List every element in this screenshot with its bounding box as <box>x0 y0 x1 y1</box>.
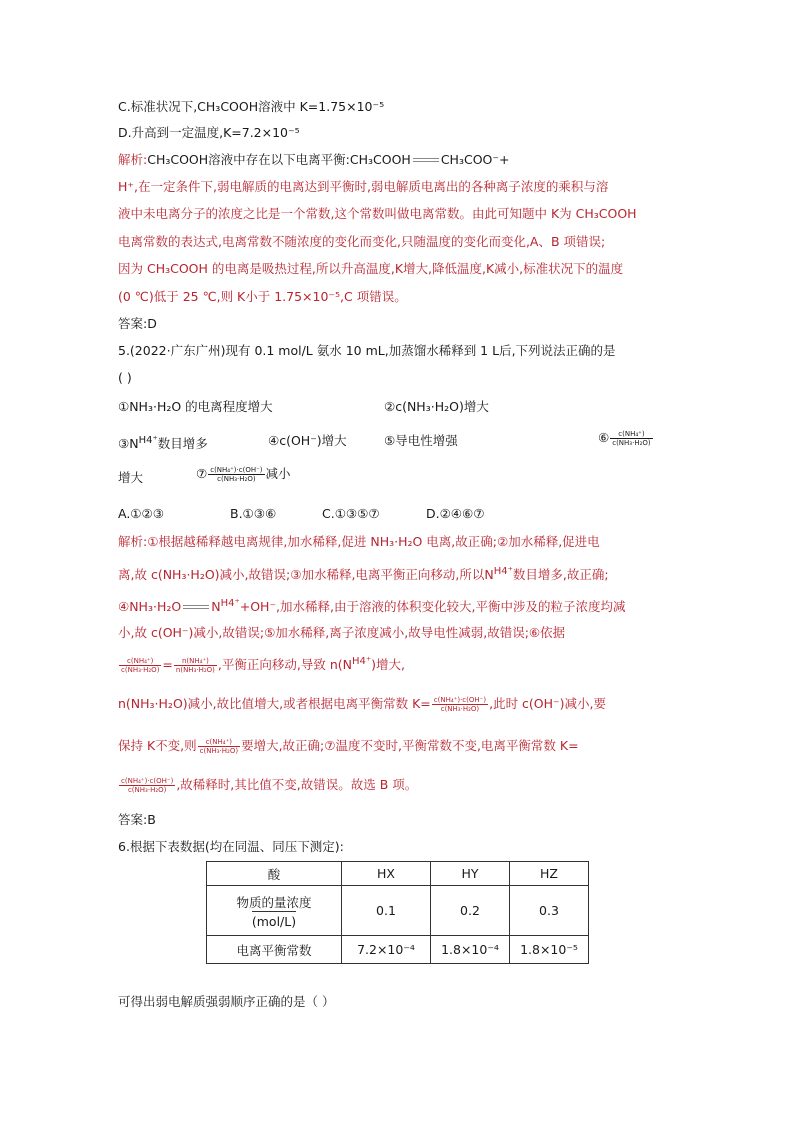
question-6-stem: 6.根据下表数据(均在同温、同压下测定): <box>118 839 344 854</box>
analysis-1-line-3: 液中未电离分子的浓度之比是一个常数,这个常数叫做电离常数。由此可知题中 K为 CH₃COOH <box>118 206 637 221</box>
analysis-2-text-3c: +OH⁻,加水稀释,由于溶液的体积变化较大,平衡中涉及的粒子浓度均减 <box>239 599 626 614</box>
statement-2: ②c(NH₃·H₂O)增大 <box>384 399 489 414</box>
fraction-numerator: c(NH₄⁺)·c(OH⁻) <box>121 777 174 785</box>
fraction-k-expression <box>432 696 488 713</box>
analysis-2-text-5b: )增大, <box>371 657 406 672</box>
fraction-c-ratio <box>119 657 161 674</box>
analysis-2-line-5 <box>118 653 405 674</box>
table-header-acid: 酸 <box>207 862 342 886</box>
analysis-2-text-6a: n(NH₃·H₂O)减小,故比值增大,或者根据电离平衡常数 K= <box>118 696 431 711</box>
answer-4: 答案:D <box>118 316 157 331</box>
analysis-2-text-7b: 要增大,故正确;⑦温度不变时,平衡常数不变,电离平衡常数 K= <box>241 738 579 753</box>
table-cell: 0.2 <box>431 886 510 936</box>
statement-3-text: 数目增多 <box>157 436 208 451</box>
fraction-numerator: c(NH₄⁺) <box>119 657 161 666</box>
choice-b: B.①③⑥ <box>230 506 277 521</box>
analysis-1-line-2: H⁺,在一定条件下,弱电解质的电离达到平衡时,弱电解质电离出的各种离子浓度的乘积与溶 <box>118 179 609 194</box>
nh4-superscript: H4⁺ <box>352 656 372 667</box>
equals-sign: = <box>162 657 173 672</box>
statement-3-prefix: ③N <box>118 436 139 451</box>
statement-1: ①NH₃·H₂O 的电离程度增大 <box>118 399 273 414</box>
fraction-denominator: c(NH₃·H₂O) <box>217 475 256 483</box>
statement-6-num: ⑥ <box>598 430 610 445</box>
analysis-2-line-6 <box>118 695 606 713</box>
nh4-superscript: H4⁺ <box>138 435 158 446</box>
fraction-denominator: c(NH₃·H₂O) <box>121 666 160 674</box>
statement-6 <box>598 429 654 447</box>
fraction-numerator: n(NH₄⁺) <box>174 657 217 666</box>
statement-7-tail: 减小 <box>265 466 291 481</box>
analysis-1-line-1 <box>118 151 509 169</box>
analysis-2-text-5a: ,平衡正向移动,导致 n(N <box>217 657 352 672</box>
analysis-label: 解析: <box>118 534 148 549</box>
analysis-2-text-3a: ④NH₃·H₂O <box>118 599 182 614</box>
statement-6-tail: 增大 <box>118 470 144 485</box>
table-header-hx: HX <box>342 862 431 886</box>
fraction-denominator: c(NH₃·H₂O) <box>199 747 239 755</box>
statement-3 <box>118 432 208 453</box>
statement-7-num: ⑦ <box>196 466 208 481</box>
nh4-superscript: H4⁺ <box>493 566 513 577</box>
table-row-label-constant: 电离平衡常数 <box>207 936 342 964</box>
statement-7 <box>196 465 291 483</box>
fraction-numerator: c(NH₄⁺)·c(OH⁻) <box>433 696 487 704</box>
answer-5: 答案:B <box>118 812 156 827</box>
fraction-denominator: n(NH₃·H₂O) <box>175 666 215 674</box>
table-header-hz: HZ <box>510 862 589 886</box>
nh4-superscript: H4⁺ <box>220 598 240 609</box>
analysis-2-text-1: ①根据越稀释越电离规律,加水稀释,促进 NH₃·H₂O 电离,故正确;②加水稀释,促进电 <box>147 534 600 549</box>
fraction-k-expression <box>208 466 264 483</box>
analysis-2-text-6b: ,此时 c(OH⁻)减小,要 <box>489 696 606 711</box>
concentration-label: 物质的量浓度 <box>236 894 312 910</box>
analysis-2-line-3 <box>118 595 625 616</box>
fraction-denominator: c(NH₃·H₂O) <box>127 786 167 794</box>
analysis-2-text-2b: 数目增多,故正确; <box>512 567 609 582</box>
analysis-label: 解析: <box>118 152 148 167</box>
fraction-nh4-over-nh3 <box>610 430 652 447</box>
option-d: D.升高到一定温度,K=7.2×10⁻⁵ <box>118 125 300 140</box>
fraction-denominator: c(NH₃·H₂O) <box>440 705 480 713</box>
analysis-1-line-4: 电离常数的表达式,电离常数不随浓度的变化而变化,只随温度的变化而变化,A、B 项错误; <box>118 234 606 249</box>
table-cell: 0.3 <box>510 886 589 936</box>
fraction-denominator: c(NH₃·H₂O) <box>612 439 651 447</box>
table-header-hy: HY <box>431 862 510 886</box>
analysis-2-line-1 <box>118 533 600 551</box>
fraction-numerator: c(NH₄⁺)·c(OH⁻) <box>210 466 263 474</box>
table-cell: 1.8×10⁻⁴ <box>431 936 510 964</box>
statement-5: ⑤导电性增强 <box>384 433 458 448</box>
analysis-1-line-5: 因为 CH₃COOH 的电离是吸热过程,所以升高温度,K增大,降低温度,K减小,标准状况下的温度 <box>118 261 624 276</box>
analysis-1-eq-product: CH₃COO⁻+ <box>440 152 510 167</box>
analysis-2-text-7a: 保持 K不变,则 <box>118 738 197 753</box>
equilibrium-arrow-icon <box>183 604 209 611</box>
analysis-2-line-8 <box>118 776 417 794</box>
analysis-2-line-7 <box>118 737 579 755</box>
question-5-stem: 5.(2022·广东广州)现有 0.1 mol/L 氨水 10 mL,加蒸馏水稀释到 1 L后,下列说法正确的是 <box>118 343 616 358</box>
choice-d: D.②④⑥⑦ <box>426 506 485 521</box>
analysis-2-text-2a: 离,故 c(NH₃·H₂O)减小,故错误;③加水稀释,电离平衡正向移动,所以N <box>118 567 494 582</box>
table-row <box>207 936 589 964</box>
acid-data-table <box>206 861 589 964</box>
analysis-2-line-2 <box>118 563 609 584</box>
table-header-row <box>207 862 589 886</box>
analysis-2-line-4: 小,故 c(OH⁻)减小,故错误;⑤加水稀释,离子浓度减小,故导电性减弱,故错误;⑥依据 <box>118 625 566 640</box>
table-row <box>207 886 589 936</box>
fraction-n-ratio <box>174 657 217 674</box>
option-c: C.标准状况下,CH₃COOH溶液中 K=1.75×10⁻⁵ <box>118 99 385 114</box>
table-cell: 7.2×10⁻⁴ <box>342 936 431 964</box>
table-cell: 0.1 <box>342 886 431 936</box>
table-row-label-concentration <box>207 886 342 936</box>
fraction-nh4-over-nh3 <box>198 738 240 755</box>
choice-c: C.①③⑤⑦ <box>322 506 380 521</box>
concentration-unit: (mol/L) <box>252 911 296 929</box>
analysis-1-line-6: (0 ℃)低于 25 ℃,则 K小于 1.75×10⁻⁵,C 项错误。 <box>118 289 407 304</box>
choice-a: A.①②③ <box>118 506 164 521</box>
analysis-1-eq-text: CH₃COOH溶液中存在以下电离平衡:CH₃COOH <box>147 152 411 167</box>
question-6-conclusion: 可得出弱电解质强弱顺序正确的是（ ） <box>118 994 335 1009</box>
analysis-2-text-8: ,故稀释时,其比值不变,故错误。故选 B 项。 <box>176 777 418 792</box>
equilibrium-arrow-icon <box>413 157 439 164</box>
fraction-numerator: c(NH₄⁺) <box>198 738 240 747</box>
fraction-numerator: c(NH₄⁺) <box>610 430 652 439</box>
analysis-2-text-3b: N <box>211 599 221 614</box>
fraction-k-expression <box>119 777 175 794</box>
table-cell: 1.8×10⁻⁵ <box>510 936 589 964</box>
statement-4: ④c(OH⁻)增大 <box>268 433 347 448</box>
question-5-paren: ( ) <box>118 370 132 385</box>
